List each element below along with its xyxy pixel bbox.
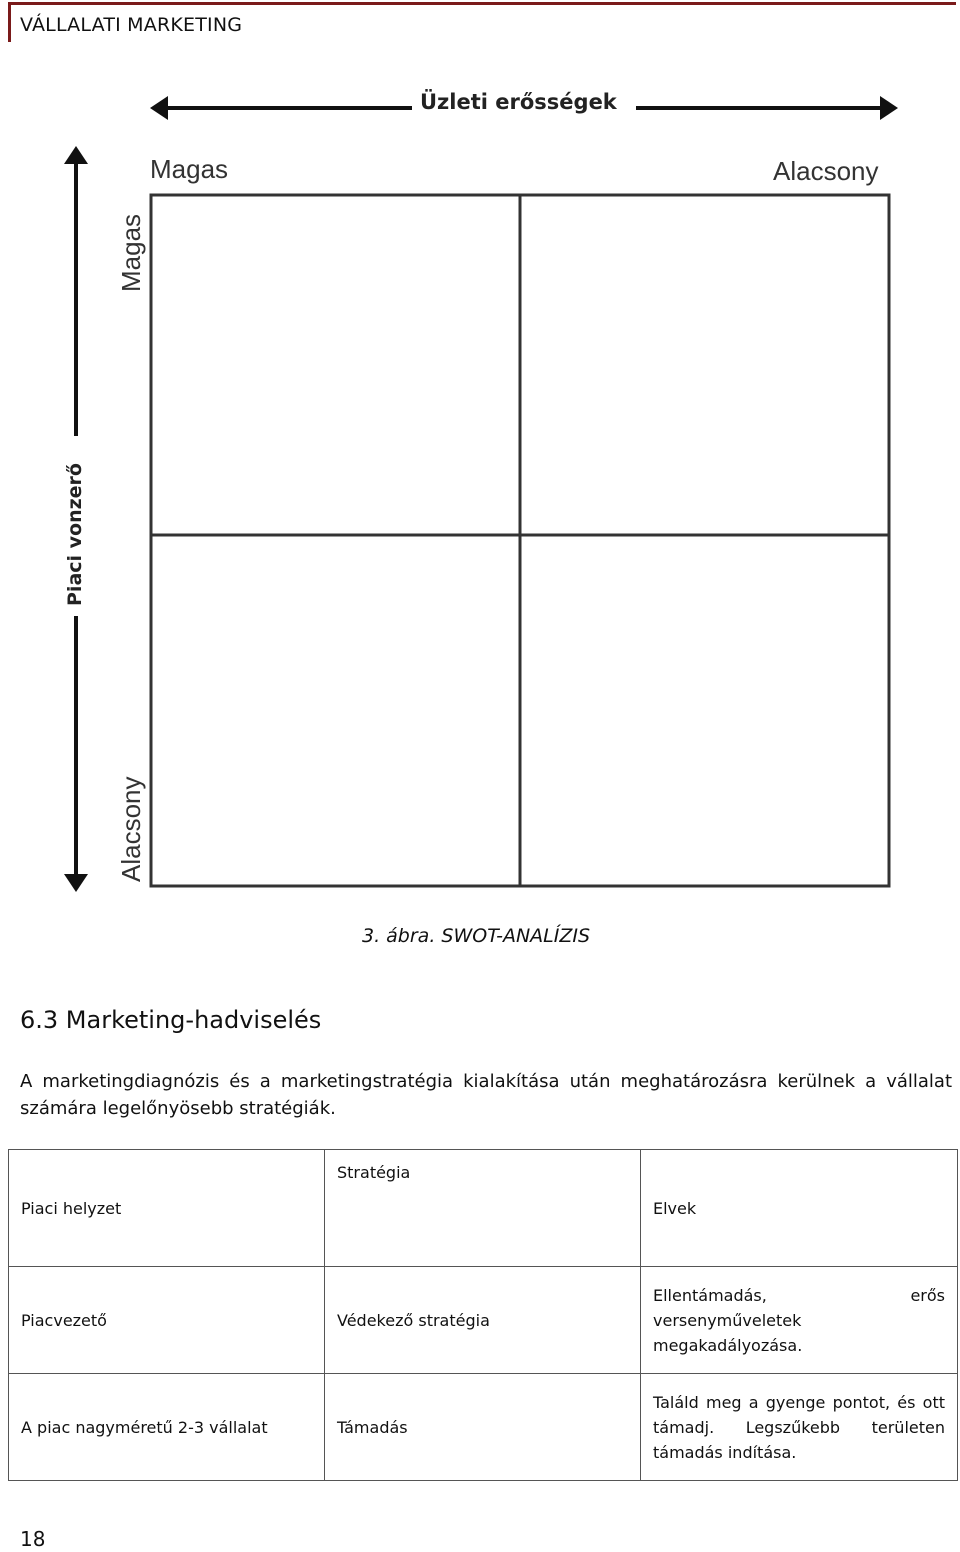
top-right-label: Alacsony [773,156,879,186]
left-axis-label: Piaci vonzerő [64,463,86,606]
header-cell-market-position: Piaci helyzet [9,1150,325,1267]
table-row [9,1374,958,1481]
table-row [9,1267,958,1374]
side-top-label: Magas [116,213,146,292]
side-bottom-label: Alacsony [116,776,146,882]
matrix-grid [151,195,889,886]
table-cell: Piacvezető [9,1267,325,1374]
section-heading: 6.3 Marketing-hadviselés [20,1006,322,1034]
page-number: 18 [20,1527,46,1551]
figure-caption: 3. ábra. SWOT-ANALÍZIS [362,925,591,947]
running-header: VÁLLALATI MARKETING [20,14,243,36]
top-left-label: Magas [150,154,229,184]
table-cell: Védekező stratégia [325,1267,641,1374]
header-cell-strategy: Stratégia [325,1150,641,1267]
table-header-row [9,1150,958,1267]
strategy-table [8,1149,958,1481]
table-cell: A piac nagyméretű 2-3 vállalat [9,1374,325,1481]
top-axis-label: Üzleti erősségek [420,90,617,114]
table-cell: Ellentámadás, erős versenyműveletek megakadályozása. [641,1267,958,1374]
table-cell: Támadás [325,1374,641,1481]
header-cell-principles: Elvek [641,1150,958,1267]
table-cell: Találd meg a gyenge pontot, és ott támadj. Legszűkebb területen támadás indítása. [641,1374,958,1481]
body-paragraph: A marketingdiagnózis és a marketingstratégia kialakítása után meghatározásra kerülnek a vállalat számára legelőnyösebb stratégiák. [20,1071,952,1119]
